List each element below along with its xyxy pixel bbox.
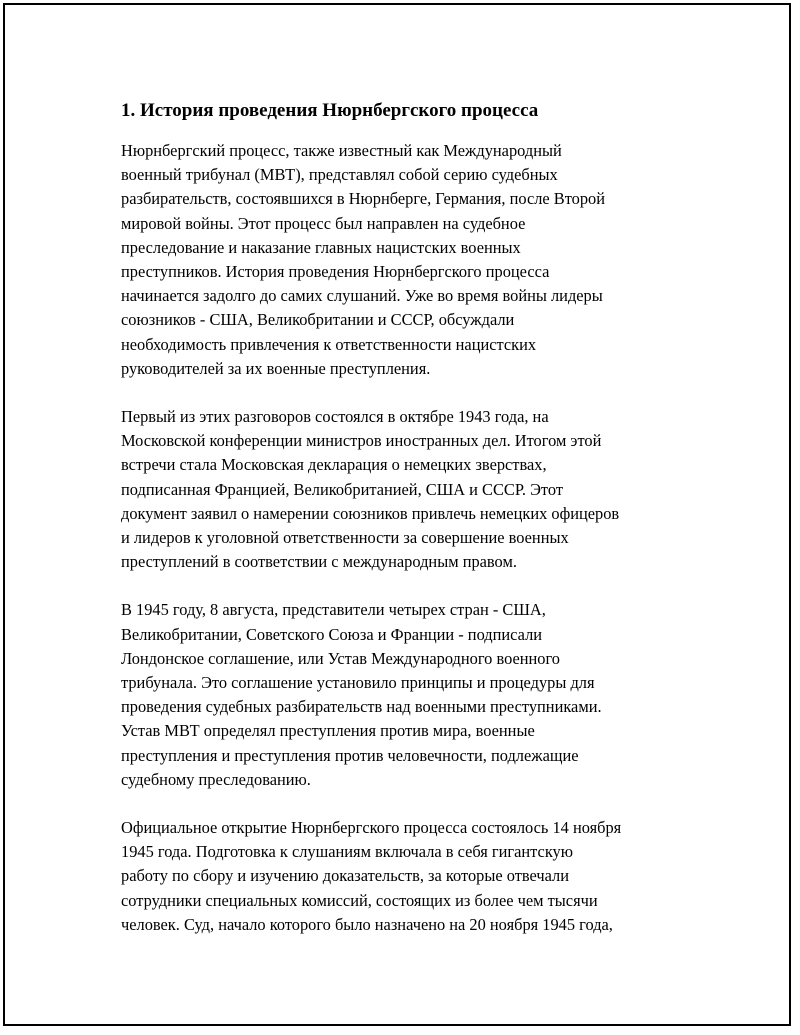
- text-line: работу по сбору и изучению доказательств, за которые отвечали: [121, 866, 570, 886]
- text-line: преступлений в соответствии с международным правом.: [121, 552, 517, 572]
- text-line: В 1945 году, 8 августа, представители четырех стран - США,: [121, 600, 546, 620]
- text-line: Московской конференции министров иностранных дел. Итогом этой: [121, 431, 602, 451]
- paragraph-4: [121, 816, 691, 937]
- text-line: Великобритании, Советского Союза и Франции - подписали: [121, 624, 543, 644]
- paragraph-1: [121, 139, 691, 381]
- text-line: Официальное открытие Нюрнбергского процесса состоялось 14 ноября: [121, 818, 622, 838]
- text-line: преступников. История проведения Нюрнбергского процесса: [121, 262, 550, 282]
- text-line: 1945 года. Подготовка к слушаниям включала в себя гигантскую: [121, 842, 573, 862]
- text-line: необходимость привлечения к ответственности нацистских: [121, 334, 537, 354]
- text-line: преступления и преступления против человечности, подлежащие: [121, 745, 579, 765]
- text-line: проведения судебных разбирательств над военными преступниками.: [121, 697, 602, 717]
- text-line: Первый из этих разговоров состоялся в октябре 1943 года, на: [121, 407, 549, 427]
- text-line: подписанная Францией, Великобританией, США и СССР. Этот: [121, 479, 564, 499]
- text-line: Устав МВТ определял преступления против мира, военные: [121, 721, 535, 741]
- text-line: союзников - США, Великобритании и СССР, обсуждали: [121, 310, 515, 330]
- text-line: разбирательств, состоявшихся в Нюрнберге, Германия, после Второй: [121, 189, 606, 209]
- paragraph-2: [121, 405, 691, 574]
- section-heading: 1. История проведения Нюрнбергского процесса: [121, 100, 539, 121]
- text-line: Нюрнбергский процесс, также известный как Международный: [121, 141, 562, 160]
- text-line: преследование и наказание главных нацистских военных: [121, 237, 521, 257]
- text-line: руководителей за их военные преступления.: [121, 358, 431, 378]
- paragraph-3: [121, 598, 691, 792]
- text-line: начинается задолго до самих слушаний. Уже во время войны лидеры: [121, 286, 603, 306]
- text-line: и лидеров к уголовной ответственности за совершение военных: [121, 528, 569, 548]
- text-line: человек. Суд, начало которого было назначено на 20 ноября 1945 года,: [121, 914, 613, 934]
- text-line: встречи стала Московская декларация о немецких зверствах,: [121, 455, 547, 475]
- text-line: документ заявил о намерении союзников привлечь немецких офицеров: [121, 503, 620, 523]
- text-line: сотрудники специальных комиссий, состоящих из более чем тысячи: [121, 890, 598, 910]
- text-line: военный трибунал (МВТ), представлял собой серию судебных: [121, 165, 558, 185]
- text-line: Лондонское соглашение, или Устав Международного военного: [121, 648, 560, 668]
- document-body: [121, 99, 691, 961]
- text-line: судебному преследованию.: [121, 769, 311, 789]
- text-line: мировой войны. Этот процесс был направлен на судебное: [121, 213, 526, 233]
- document-page: [3, 3, 791, 1026]
- text-line: трибунала. Это соглашение установило принципы и процедуры для: [121, 673, 595, 693]
